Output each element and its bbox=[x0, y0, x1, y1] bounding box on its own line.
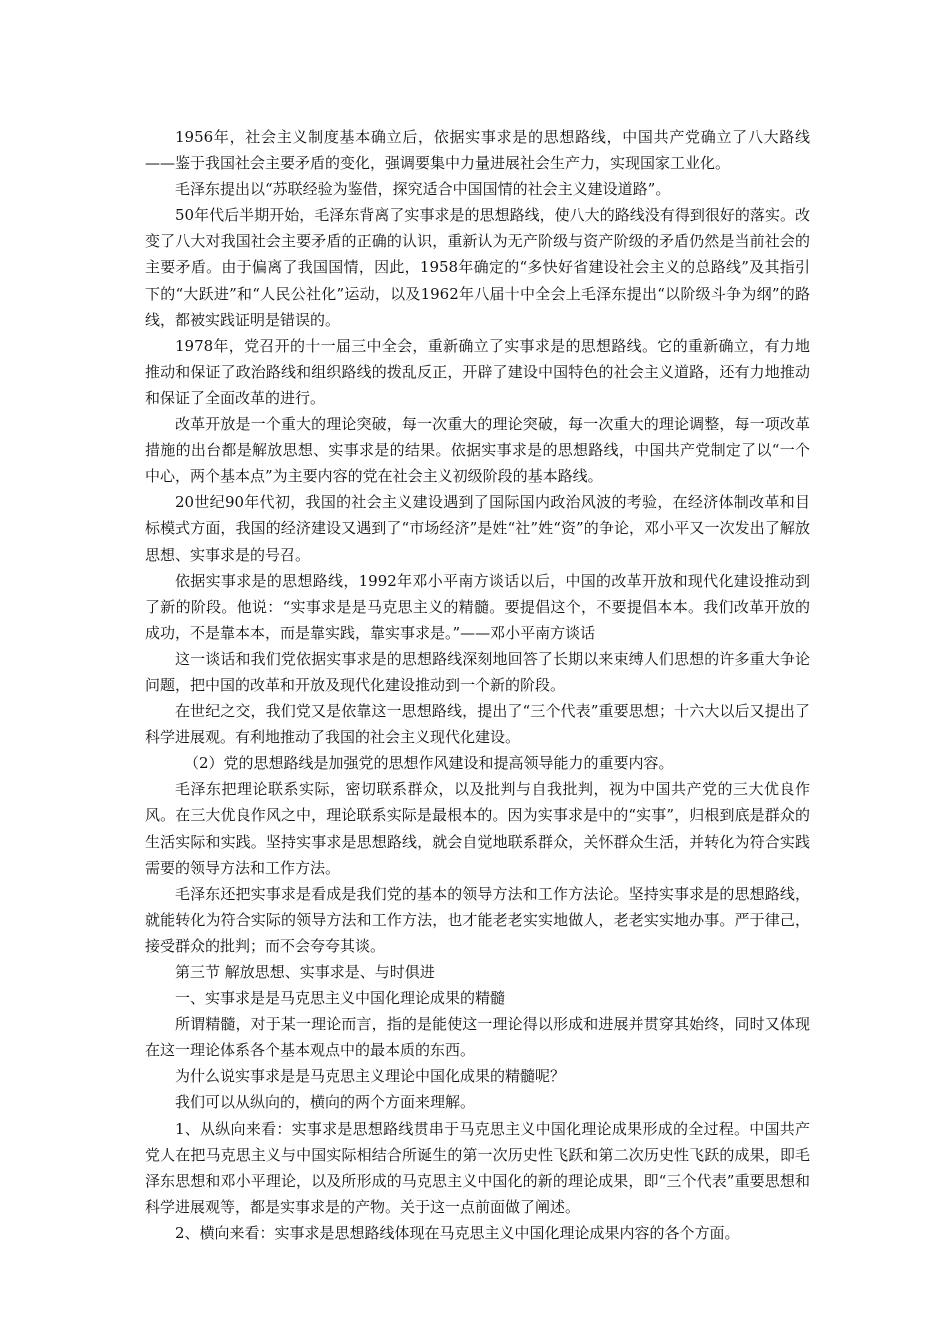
paragraph-leadership-method: 毛泽东还把实事求是看成是我们党的基本的领导方法和工作方法论。坚持实事求是的思想路线，就能转化为符合实际的领导方法和工作方法，也才能老老实实地做人，老老实实地办事。严于律己，接受群众的批判；而不会夸夸其谈。 bbox=[145, 884, 810, 955]
section-heading-3: 第三节 解放思想、实事求是、与时俱进 bbox=[175, 963, 435, 981]
paragraph-soviet-experience: 毛泽东提出以“苏联经验为鉴借，探究适合中国国情的社会主义建设道路”。 bbox=[175, 180, 671, 199]
paragraph-1956-eighth-congress: 1956年，社会主义制度基本确立后，依据实事求是的思想路线，中国共产党确立了八大路线——鉴于我国社会主要矛盾的变化，强调要集中力量进展社会生产力，实现国家工业化。 bbox=[145, 128, 810, 173]
paragraph-two-aspects: 我们可以从纵向的，横向的两个方面来理解。 bbox=[175, 1093, 476, 1112]
paragraph-late-fifties-deviation: 50年代后半期开始，毛泽东背离了实事求是的思想路线，使八大的路线没有得到很好的落实。改变了八大对我国社会主要矛盾的正确的认识，重新认为无产阶级与资产阶级的矛盾仍然是当前社会的主要矛盾。由于偏离了我国国情，因此，1958年确定的“多快好省建设社会主义的总路线”及其指引下的“大跃进”和“人民公社化”运动，以及1962年八届十中全会上毛泽东提出“以阶级斗争为纲”的路线，都被实践证明是错误的。 bbox=[145, 206, 810, 329]
subsection-heading-1: 一、实事求是是马克思主义中国化理论成果的精髓 bbox=[175, 989, 506, 1008]
paragraph-reform-opening: 改革开放是一个重大的理论突破，每一次重大的理论突破，每一次重大的理论调整，每一项改革措施的出台都是解放思想、实事求是的结果。依据实事求是的思想路线，中国共产党制定了以“一个中心，两个基本点”为主要内容的党在社会主义初级阶段的基本路线。 bbox=[145, 415, 810, 486]
document-page bbox=[145, 124, 810, 1246]
paragraph-longitudinal: 1、从纵向来看：实事求是思想路线贯串于马克思主义中国化理论成果形成的全过程。中国共产党人在把马克思主义与中国实际相结合所诞生的第一次历史性飞跃和第二次历史性飞跃的成果，即毛泽东思想和邓小平理论，以及所形成的马克思主义中国化的新的理论成果，即“三个代表”重要思想和科学进展观等，都是实事求是的产物。关于这一点前面做了阐述。 bbox=[145, 1119, 810, 1216]
paragraph-question: 为什么说实事求是是马克思主义理论中国化成果的精髓呢？ bbox=[175, 1067, 566, 1086]
paragraph-horizontal: 2、横向来看：实事求是思想路线体现在马克思主义中国化理论成果内容的各个方面。 bbox=[175, 1223, 740, 1242]
paragraph-three-styles: 毛泽东把理论联系实际，密切联系群众，以及批判与自我批判，视为中国共产党的三大优良作风。在三大优良作风之中，理论联系实际是最根本的。因为实事求是中的“实事”，归根到底是群众的生活实际和实践。坚持实事求是思想路线，就会自觉地联系群众，关怀群众生活，并转化为符合实践需要的领导方法和工作方法。 bbox=[145, 780, 810, 877]
paragraph-1992-southern-talks: 依据实事求是的思想路线，1992年邓小平南方谈话以后，中国的改革开放和现代化建设推动到了新的阶段。他说：“实事求是是马克思主义的精髓。要提倡这个，不要提倡本本。我们改革开放的成功，不是靠本本，而是靠实践，靠实事求是。”——邓小平南方谈话 bbox=[145, 571, 810, 642]
paragraph-1978-third-plenum: 1978年，党召开的十一届三中全会，重新确立了实事求是的思想路线。它的重新确立，有力地推动和保证了政治路线和组织路线的拨乱反正，开辟了建设中国特色的社会主义道路，还有力地推动和保证了全面改革的进行。 bbox=[145, 336, 810, 407]
paragraph-point-2-heading: （2）党的思想路线是加强党的思想作风建设和提高领导能力的重要内容。 bbox=[184, 754, 674, 773]
paragraph-talks-answered: 这一谈话和我们党依据实事求是的思想路线深刻地回答了长期以来束缚人们思想的许多重大争论问题，把中国的改革和开放及现代化建设推动到一个新的阶段。 bbox=[145, 649, 810, 694]
paragraph-early-nineties: 20世纪90年代初，我国的社会主义建设遇到了国际国内政治风波的考验，在经济体制改革和目标模式方面，我国的经济建设又遇到了“市场经济”是姓“社”姓“资”的争论，邓小平又一次发出了解放思想、实事求是的号召。 bbox=[145, 493, 810, 564]
paragraph-essence-definition: 所谓精髓，对于某一理论而言，指的是能使这一理论得以形成和进展并贯穿其始终，同时又体现在这一理论体系各个基本观点中的最本质的东西。 bbox=[145, 1015, 810, 1060]
paragraph-turn-of-century: 在世纪之交，我们党又是依靠这一思想路线，提出了“三个代表”重要思想；十六大以后又提出了科学进展观。有利地推动了我国的社会主义现代化建设。 bbox=[145, 702, 810, 747]
